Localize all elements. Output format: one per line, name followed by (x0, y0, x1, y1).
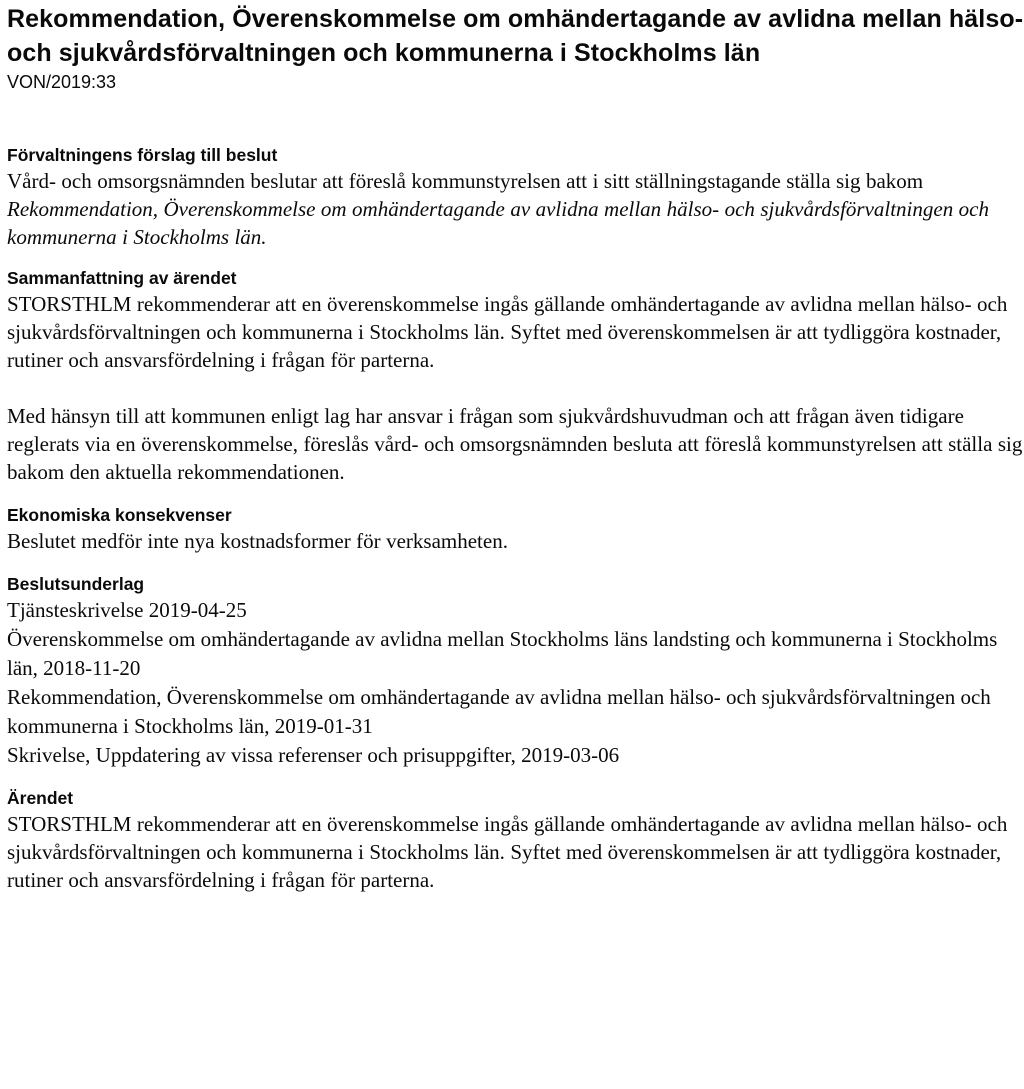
section-heading-forslag: Förvaltningens förslag till beslut (7, 145, 278, 165)
arendet-text: STORSTHLM rekommenderar att en överenskommelse ingås gällande omhändertagande av avlidna mellan hälso- och sjukvårdsförvaltningen och kommunerna i Stockholms län. Syftet med överenskommelsen är att tydliggöra kostnader, rutiner och ansvarsfördelning i frågan för parterna. (7, 812, 1008, 892)
sammanfattning-paragraph-2: Med hänsyn till att kommunen enligt lag har ansvar i frågan som sjukvårdshuvudman och att frågan även tidigare reglerats via en överenskommelse, föreslås vård- och omsorgsnämnden besluta att föreslå kommunstyrelsen att ställa sig bakom den aktuella rekommendationen. (7, 404, 1023, 484)
underlag-item: Skrivelse, Uppdatering av vissa referenser och prisuppgifter, 2019-03-06 (7, 743, 620, 767)
underlag-list (7, 596, 1024, 770)
section-heading-arendet: Ärendet (7, 788, 74, 808)
section-heading-ekonomi: Ekonomiska konsekvenser (7, 505, 232, 525)
underlag-item: Överenskommelse om omhändertagande av avlidna mellan Stockholms läns landsting och kommunerna i Stockholms län, 2018-11-20 (7, 627, 998, 680)
ekonomi-text: Beslutet medför inte nya kostnadsformer för verksamheten. (7, 529, 508, 553)
sammanfattning-paragraph-1: STORSTHLM rekommenderar att en överenskommelse ingås gällande omhändertagande av avlidna mellan hälso- och sjukvårdsförvaltningen och kommunerna i Stockholms län. Syftet med överenskommelsen är att tydliggöra kostnader, rutiner och ansvarsfördelning i frågan för parterna. (7, 292, 1008, 372)
section-heading-underlag: Beslutsunderlag (7, 574, 145, 594)
forslag-text-lead: Vård- och omsorgsnämnden beslutar att föreslå kommunstyrelsen att i sitt ställningstagande ställa sig bakom (7, 169, 924, 193)
underlag-item: Rekommendation, Överenskommelse om omhändertagande av avlidna mellan hälso- och sjukvårdsförvaltningen och kommunerna i Stockholms län, 2019-01-31 (7, 685, 991, 738)
forslag-text-italic: Rekommendation, Överenskommelse om omhändertagande av avlidna mellan hälso- och sjukvårdsförvaltningen och kommunerna i Stockholms län. (7, 197, 989, 249)
section-underlag (7, 572, 1024, 770)
underlag-item: Tjänsteskrivelse 2019-04-25 (7, 598, 247, 622)
document-title: Rekommendation, Överenskommelse om omhändertagande av avlidna mellan hälso- och sjukvårdsförvaltningen och kommunerna i Stockholms län (7, 5, 1024, 67)
section-sammanfattning (7, 266, 1024, 486)
section-ekonomi (7, 503, 1024, 555)
section-forslag (7, 143, 1024, 251)
section-arendet (7, 786, 1024, 894)
forslag-text (7, 167, 1024, 251)
document-reference: VON/2019:33 (7, 72, 117, 92)
section-heading-sammanfattning: Sammanfattning av ärendet (7, 268, 237, 288)
